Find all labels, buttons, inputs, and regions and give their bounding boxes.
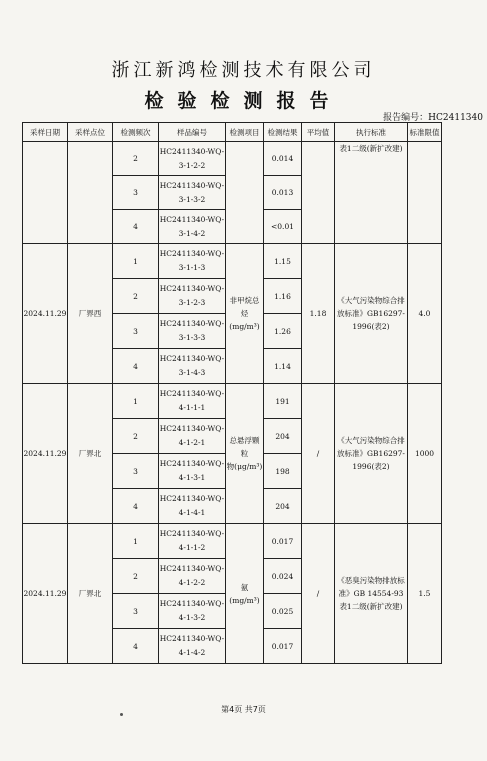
frequency-cell: 2 bbox=[113, 559, 159, 594]
result-cell: 1.15 bbox=[264, 244, 302, 279]
average-cell bbox=[302, 142, 335, 244]
header-cell: 采样点位 bbox=[68, 123, 113, 142]
sample-id-line1: HC2411340-WQ- bbox=[159, 424, 225, 433]
sample-id-line2: 4-1-3-1 bbox=[178, 473, 206, 482]
sample-id-cell bbox=[159, 176, 226, 210]
sample-id-line1: HC2411340-WQ- bbox=[159, 529, 225, 538]
sample-id-cell bbox=[159, 244, 226, 279]
standard-cell: 《大气污染物综合排放标准》GB16297-1996(表2) bbox=[335, 244, 408, 384]
sample-id-line2: 4-1-1-2 bbox=[178, 543, 206, 552]
limit-cell: 1000 bbox=[408, 384, 442, 524]
table-row bbox=[23, 384, 442, 419]
report-title: 检验检测报告 bbox=[144, 90, 343, 112]
sample-id-cell bbox=[159, 384, 226, 419]
header-cell: 平均值 bbox=[302, 123, 335, 142]
sample-id-line2: 3-1-1-3 bbox=[178, 263, 206, 272]
sample-id-line1: HC2411340-WQ- bbox=[159, 564, 225, 573]
result-cell: 191 bbox=[264, 384, 302, 419]
sample-id-line2: 4-1-2-2 bbox=[178, 578, 206, 587]
header-cell: 标准限值 bbox=[408, 123, 442, 142]
sample-id-line1: HC2411340-WQ- bbox=[159, 459, 225, 468]
average-cell: 1.18 bbox=[302, 244, 335, 384]
sample-id-line2: 4-1-4-1 bbox=[178, 508, 206, 517]
header-cell: 检测项目 bbox=[226, 123, 264, 142]
result-cell: 1.16 bbox=[264, 279, 302, 314]
sampling-date-cell: 2024.11.29 bbox=[23, 244, 68, 384]
sample-id-cell bbox=[159, 419, 226, 454]
frequency-cell: 2 bbox=[113, 419, 159, 454]
test-item-cell bbox=[226, 142, 264, 244]
result-cell: 204 bbox=[264, 419, 302, 454]
limit-cell: 4.0 bbox=[408, 244, 442, 384]
sample-id-cell bbox=[159, 210, 226, 244]
result-cell: 1.14 bbox=[264, 349, 302, 384]
sample-id-line2: 3-1-4-3 bbox=[178, 368, 206, 377]
frequency-cell: 4 bbox=[113, 210, 159, 244]
sample-id-cell bbox=[159, 489, 226, 524]
test-item-unit: (mg/m³) bbox=[229, 322, 260, 331]
test-item-name: 非甲烷总烃 bbox=[229, 296, 260, 318]
results-table bbox=[22, 122, 442, 664]
frequency-cell: 1 bbox=[113, 244, 159, 279]
sampling-location-cell: 厂界北 bbox=[68, 384, 113, 524]
result-cell: 1.26 bbox=[264, 314, 302, 349]
sample-id-line1: HC2411340-WQ- bbox=[159, 284, 225, 293]
table-header-row bbox=[23, 123, 442, 142]
sample-id-line2: 4-1-2-1 bbox=[178, 438, 206, 447]
standard-cell: 《恶臭污染物排放标准》GB 14554-93表1二级(新扩改建) bbox=[335, 524, 408, 664]
sampling-date-cell: 2024.11.29 bbox=[23, 524, 68, 664]
sample-id-line2: 3-1-2-3 bbox=[178, 298, 206, 307]
table-row bbox=[23, 244, 442, 279]
report-number-label: 报告编号： bbox=[383, 113, 429, 123]
header-cell: 检测结果 bbox=[264, 123, 302, 142]
sample-id-cell bbox=[159, 594, 226, 629]
result-cell: 204 bbox=[264, 489, 302, 524]
sample-id-line1: HC2411340-WQ- bbox=[159, 180, 225, 190]
header-cell: 执行标准 bbox=[335, 123, 408, 142]
limit-cell bbox=[408, 142, 442, 244]
sample-id-cell bbox=[159, 314, 226, 349]
sampling-date-cell bbox=[23, 142, 68, 244]
frequency-cell: 2 bbox=[113, 142, 159, 176]
sample-id-line1: HC2411340-WQ- bbox=[159, 599, 225, 608]
test-item-name: 总悬浮颗粒 bbox=[229, 436, 260, 458]
report-number-value: HC2411340 bbox=[428, 113, 483, 123]
result-cell: 0.025 bbox=[264, 594, 302, 629]
sample-id-line2: 4-1-4-2 bbox=[178, 648, 206, 657]
frequency-cell: 1 bbox=[113, 524, 159, 559]
average-cell: / bbox=[302, 384, 335, 524]
sample-id-line2: 3-1-3-3 bbox=[178, 333, 206, 342]
test-item-cell bbox=[226, 244, 264, 384]
result-cell: 0.017 bbox=[264, 629, 302, 664]
header-cell: 样品编号 bbox=[159, 123, 226, 142]
table-row bbox=[23, 142, 442, 176]
frequency-cell: 3 bbox=[113, 454, 159, 489]
result-cell: 0.017 bbox=[264, 524, 302, 559]
sample-id-cell bbox=[159, 524, 226, 559]
test-item-unit: 物(μg/m³) bbox=[226, 462, 263, 471]
result-cell: 0.013 bbox=[264, 176, 302, 210]
standard-cell: 《大气污染物综合排放标准》GB16297-1996(表2) bbox=[335, 384, 408, 524]
frequency-cell: 4 bbox=[113, 629, 159, 664]
sample-id-line2: 3-1-4-2 bbox=[178, 228, 206, 238]
sampling-location-cell: 厂界北 bbox=[68, 524, 113, 664]
sample-id-cell bbox=[159, 142, 226, 176]
sample-id-line2: 3-1-3-2 bbox=[178, 194, 206, 204]
frequency-cell: 3 bbox=[113, 314, 159, 349]
sample-id-line2: 4-1-1-1 bbox=[178, 403, 206, 412]
sampling-date-cell: 2024.11.29 bbox=[23, 384, 68, 524]
result-cell: <0.01 bbox=[264, 210, 302, 244]
result-cell: 0.024 bbox=[264, 559, 302, 594]
sample-id-line1: HC2411340-WQ- bbox=[159, 354, 225, 363]
frequency-cell: 1 bbox=[113, 384, 159, 419]
sample-id-line1: HC2411340-WQ- bbox=[159, 146, 225, 156]
sample-id-line1: HC2411340-WQ- bbox=[159, 494, 225, 503]
sample-id-line2: 3-1-2-2 bbox=[178, 160, 206, 170]
sample-id-cell bbox=[159, 279, 226, 314]
page-footer: 第4页 共7页 bbox=[221, 705, 266, 714]
sample-id-cell bbox=[159, 349, 226, 384]
frequency-cell: 4 bbox=[113, 489, 159, 524]
sample-id-cell bbox=[159, 629, 226, 664]
test-item-cell bbox=[226, 524, 264, 664]
header-cell: 采样日期 bbox=[23, 123, 68, 142]
sample-id-cell bbox=[159, 559, 226, 594]
sampling-location-cell bbox=[68, 142, 113, 244]
average-cell: / bbox=[302, 524, 335, 664]
result-cell: 0.014 bbox=[264, 142, 302, 176]
test-item-name: 氨(mg/m³) bbox=[229, 582, 260, 605]
sample-id-line1: HC2411340-WQ- bbox=[159, 634, 225, 643]
test-item-cell bbox=[226, 384, 264, 524]
frequency-cell: 3 bbox=[113, 176, 159, 210]
sample-id-line2: 4-1-3-2 bbox=[178, 613, 206, 622]
result-cell: 198 bbox=[264, 454, 302, 489]
sample-id-cell bbox=[159, 454, 226, 489]
sample-id-line1: HC2411340-WQ- bbox=[159, 249, 225, 258]
sample-id-line1: HC2411340-WQ- bbox=[159, 214, 225, 224]
company-name: 浙江新鸿检测技术有限公司 bbox=[111, 60, 376, 81]
frequency-cell: 3 bbox=[113, 594, 159, 629]
frequency-cell: 4 bbox=[113, 349, 159, 384]
table-row bbox=[23, 524, 442, 559]
sample-id-line1: HC2411340-WQ- bbox=[159, 389, 225, 398]
sampling-location-cell: 厂界西 bbox=[68, 244, 113, 384]
sample-id-line1: HC2411340-WQ- bbox=[159, 319, 225, 328]
scan-dot bbox=[120, 713, 123, 716]
frequency-cell: 2 bbox=[113, 279, 159, 314]
limit-cell: 1.5 bbox=[408, 524, 442, 664]
header-cell: 检测频次 bbox=[113, 123, 159, 142]
standard-cell: 表1二级(新扩改建) bbox=[335, 142, 408, 244]
